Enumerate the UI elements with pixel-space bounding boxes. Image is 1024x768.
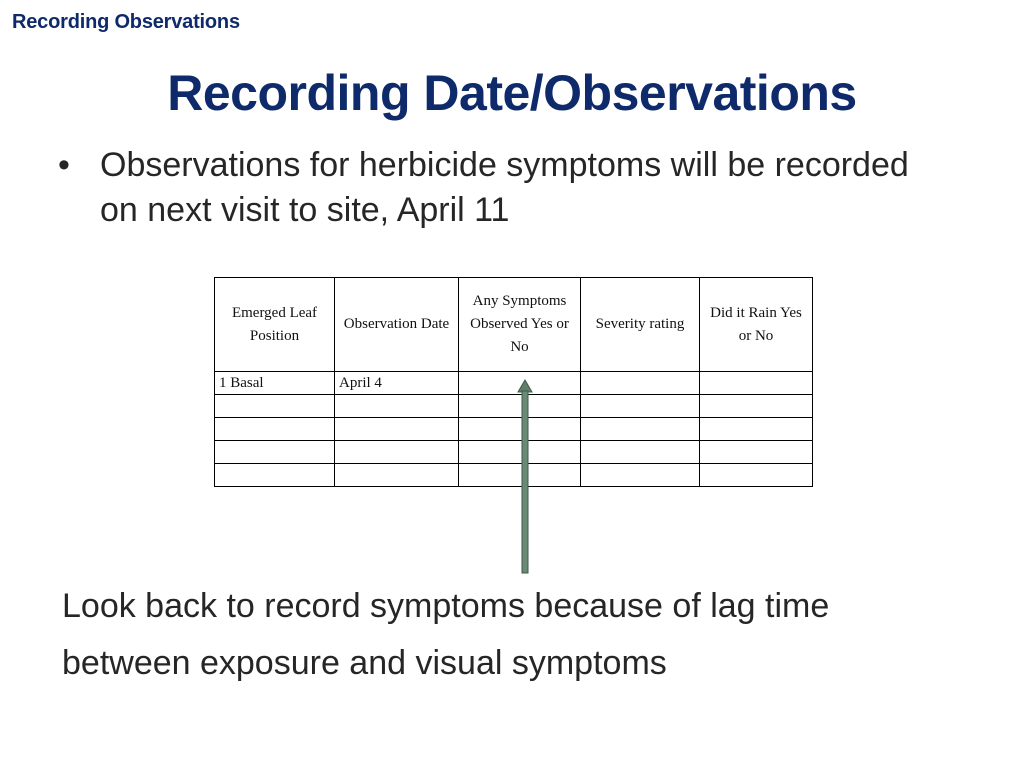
table-cell: April 4 <box>335 372 459 395</box>
table-cell <box>581 395 700 418</box>
bullet-dot-icon: • <box>58 146 70 184</box>
arrow-head-icon <box>518 380 532 392</box>
header-any-symptoms-observed: Any Symptoms Observed Yes or No <box>459 278 581 372</box>
slide-title: Recording Date/Observations <box>167 65 857 121</box>
table-cell <box>215 441 335 464</box>
table-cell <box>335 418 459 441</box>
table-header-row <box>215 278 813 372</box>
table-cell <box>581 418 700 441</box>
table-cell <box>215 418 335 441</box>
bullet-text: Observations for herbicide symptoms will be recorded on next visit to site, April 11 <box>100 146 909 229</box>
table-cell: 1 Basal <box>215 372 335 395</box>
arrow-shaft-icon <box>522 391 528 573</box>
table-cell <box>335 464 459 487</box>
table-cell <box>700 464 813 487</box>
note-text: Look back to record symptoms because of lag time between exposure and visual symptoms <box>62 587 830 682</box>
table-cell <box>335 441 459 464</box>
table-cell <box>215 464 335 487</box>
table-cell <box>700 395 813 418</box>
table-cell <box>700 372 813 395</box>
section-label: Recording Observations <box>12 11 240 33</box>
table-cell <box>581 464 700 487</box>
bullet-list <box>58 143 918 233</box>
up-arrow-icon <box>510 378 540 576</box>
table-cell <box>700 418 813 441</box>
table-cell <box>581 441 700 464</box>
header-severity-rating: Severity rating <box>581 278 700 372</box>
header-observation-date: Observation Date <box>335 278 459 372</box>
table-cell <box>335 395 459 418</box>
header-did-it-rain: Did it Rain Yes or No <box>700 278 813 372</box>
header-emerged-leaf-position: Emerged Leaf Position <box>215 278 335 372</box>
bullet-item <box>58 143 918 233</box>
table-cell <box>215 395 335 418</box>
table-cell <box>700 441 813 464</box>
table-cell <box>581 372 700 395</box>
